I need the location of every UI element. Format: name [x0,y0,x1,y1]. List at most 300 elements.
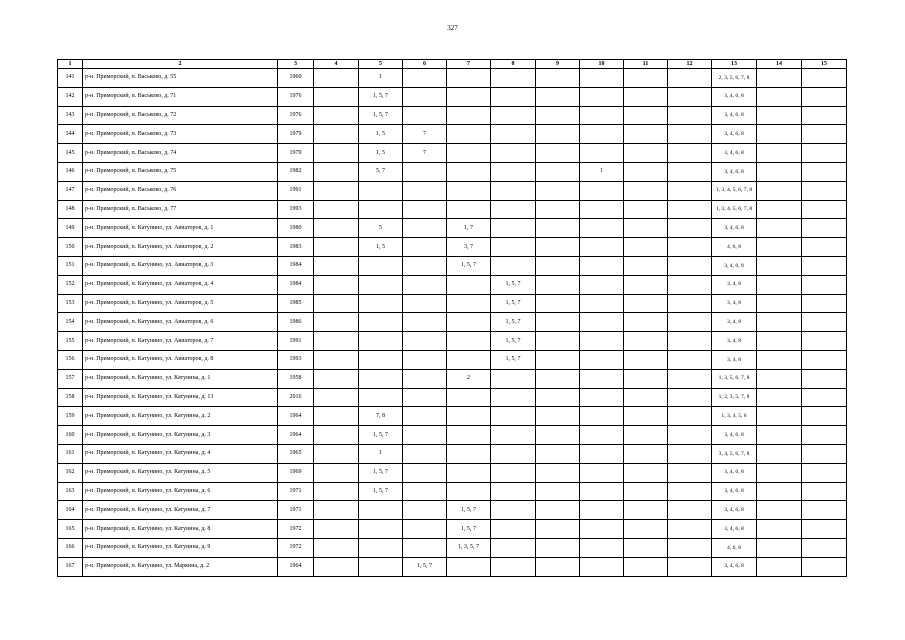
row-number-cell: 149 [58,219,83,238]
table-cell [580,369,624,388]
table-cell: 1993 [278,200,314,219]
table-cell [580,520,624,539]
address-cell: р-н. Приморский, п. Катунино, ул. Авиаторов, д. 7 [83,332,278,351]
table-cell [580,463,624,482]
table-cell [314,125,359,144]
table-cell [624,238,668,257]
table-cell [668,238,712,257]
table-cell [491,125,536,144]
table-cell [802,256,847,275]
table-cell: 3, 7 [447,238,491,257]
table-cell: 5, 7 [359,162,403,181]
table-cell [314,275,359,294]
column-header-10: 10 [580,60,624,69]
column-header-5: 5 [359,60,403,69]
table-cell: 1, 5, 7 [403,557,447,576]
table-cell [314,87,359,106]
table-cell [403,87,447,106]
table-cell [668,256,712,275]
table-cell [802,332,847,351]
table-cell: 2 [447,369,491,388]
table-cell [624,106,668,125]
table-cell [314,294,359,313]
table-cell: 1979 [278,125,314,144]
column-header-11: 11 [624,60,668,69]
table-cell: 1, 5 [359,125,403,144]
table-cell: 1, 5, 7 [491,294,536,313]
table-cell: 1, 5, 7 [447,520,491,539]
table-cell [668,538,712,557]
table-cell [802,125,847,144]
table-cell [668,369,712,388]
table-cell [314,407,359,426]
table-cell [536,332,580,351]
table-cell [447,106,491,125]
table-cell [491,200,536,219]
table-cell [624,200,668,219]
table-cell: 1, 3, 5, 7 [447,538,491,557]
table-cell: 3, 4, 8 [712,332,757,351]
table-cell [491,69,536,88]
table-row [58,313,847,332]
table-cell [668,200,712,219]
table-cell [536,256,580,275]
table-cell: 1991 [278,332,314,351]
table-cell [624,294,668,313]
table-cell [580,219,624,238]
table-cell: 3, 4, 5, 6, 7, 8 [712,444,757,463]
table-cell [802,219,847,238]
table-cell [447,313,491,332]
table-cell [580,106,624,125]
row-number-cell: 144 [58,125,83,144]
column-header-2: 2 [83,60,278,69]
row-number-cell: 153 [58,294,83,313]
table-cell [359,313,403,332]
table-cell [491,444,536,463]
row-number-cell: 154 [58,313,83,332]
table-cell [403,463,447,482]
table-cell [359,557,403,576]
table-cell [491,501,536,520]
table-cell [668,125,712,144]
table-cell [624,388,668,407]
table-cell [447,275,491,294]
table-row [58,294,847,313]
table-cell [802,538,847,557]
table-cell [447,144,491,163]
table-cell [668,275,712,294]
table-cell [536,350,580,369]
table-row [58,200,847,219]
address-cell: р-н. Приморский, п. Васьково, д. 75 [83,162,278,181]
table-cell [536,275,580,294]
row-number-cell: 141 [58,69,83,88]
table-cell: 1971 [278,482,314,501]
table-cell [668,557,712,576]
table-cell [403,69,447,88]
table-cell [536,388,580,407]
table-cell [757,181,802,200]
table-cell [668,219,712,238]
table-cell [359,200,403,219]
table-cell: 1980 [278,219,314,238]
table-row [58,520,847,539]
table-cell [668,444,712,463]
table-cell [359,181,403,200]
table-cell [536,144,580,163]
table-cell [757,256,802,275]
table-cell [403,444,447,463]
table-cell [359,256,403,275]
table-cell: 1, 5, 7 [359,426,403,445]
table-cell: 1985 [278,294,314,313]
table-cell [403,538,447,557]
page-number: 327 [447,24,458,32]
address-cell: р-н. Приморский, п. Катунино, ул. Катунина, д. 8 [83,520,278,539]
table-cell [624,538,668,557]
table-cell [403,482,447,501]
table-cell [668,350,712,369]
table-cell [757,407,802,426]
table-cell: 1976 [278,87,314,106]
table-cell [536,463,580,482]
table-row [58,463,847,482]
row-number-cell: 165 [58,520,83,539]
table-cell: 5 [359,219,403,238]
table-cell [624,181,668,200]
table-cell [580,275,624,294]
table-cell [536,369,580,388]
table-cell [359,369,403,388]
table-cell [447,181,491,200]
table-cell [624,463,668,482]
table-cell [668,426,712,445]
table-cell [403,501,447,520]
table-cell [403,181,447,200]
table-cell [580,482,624,501]
table-cell: 1, 3, 4, 5, 6 [712,407,757,426]
table-cell: 1 [359,444,403,463]
table-cell [802,557,847,576]
column-header-13: 13 [712,60,757,69]
table-cell: 3, 4, 6, 8 [712,162,757,181]
table-cell [580,181,624,200]
address-cell: р-н. Приморский, п. Катунино, ул. Катунина, д. 4 [83,444,278,463]
table-cell [802,482,847,501]
table-cell [491,538,536,557]
table-cell [491,87,536,106]
table-cell [624,69,668,88]
table-cell [802,106,847,125]
table-cell [580,69,624,88]
row-number-cell: 161 [58,444,83,463]
column-header-12: 12 [668,60,712,69]
table-cell [668,162,712,181]
table-cell [668,388,712,407]
table-cell [536,162,580,181]
table-cell: 1, 5, 7 [359,87,403,106]
table-cell: 3, 4, 8 [712,350,757,369]
row-number-cell: 145 [58,144,83,163]
row-number-cell: 164 [58,501,83,520]
column-header-14: 14 [757,60,802,69]
table-cell: 1, 5, 7 [491,332,536,351]
table-cell [536,557,580,576]
table-cell [536,520,580,539]
table-cell: 1, 5 [359,238,403,257]
table-cell [757,501,802,520]
table-cell [359,520,403,539]
row-number-cell: 160 [58,426,83,445]
table-cell [668,463,712,482]
table-cell [757,444,802,463]
address-cell: р-н. Приморский, п. Васьково, д. 77 [83,200,278,219]
table-cell: 1972 [278,538,314,557]
table-cell [536,294,580,313]
table-cell: 1984 [278,275,314,294]
column-header-15: 15 [802,60,847,69]
table-cell [624,219,668,238]
table-cell [447,294,491,313]
table-cell [802,313,847,332]
table-cell [359,275,403,294]
table-cell [668,144,712,163]
address-cell: р-н. Приморский, п. Катунино, ул. Авиаторов, д. 6 [83,313,278,332]
table-cell [802,181,847,200]
table-cell [359,388,403,407]
table-cell: 1, 5, 7 [359,463,403,482]
table-cell [580,144,624,163]
table-cell [802,200,847,219]
table-cell: 3, 4, 6, 8 [712,520,757,539]
row-number-cell: 142 [58,87,83,106]
table-cell [403,238,447,257]
table-cell: 1, 7 [447,219,491,238]
table-cell: 3, 4, 6, 8 [712,87,757,106]
table-cell [447,350,491,369]
table-cell: 3, 4, 6, 8 [712,482,757,501]
table-cell: 1982 [278,162,314,181]
table-cell [403,219,447,238]
row-number-cell: 166 [58,538,83,557]
address-cell: р-н. Приморский, п. Васьково, д. 76 [83,181,278,200]
table-cell [314,369,359,388]
table-cell: 3, 4, 6, 8 [712,501,757,520]
table-cell: 1965 [278,444,314,463]
table-cell [757,106,802,125]
table-cell [403,275,447,294]
table-cell [447,407,491,426]
table-cell [580,426,624,445]
table-row [58,238,847,257]
table-cell [757,87,802,106]
table-cell [757,350,802,369]
table-row [58,501,847,520]
table-cell [447,482,491,501]
table-cell [491,520,536,539]
table-row [58,369,847,388]
table-cell [447,125,491,144]
table-cell [757,520,802,539]
table-cell [668,407,712,426]
table-cell: 1960 [278,69,314,88]
table-row [58,69,847,88]
table-cell: 3, 4, 8 [712,313,757,332]
table-cell [314,350,359,369]
table-cell [624,87,668,106]
address-cell: р-н. Приморский, п. Васьково, д. 73 [83,125,278,144]
table-cell [536,181,580,200]
table-cell [757,144,802,163]
table-cell [802,463,847,482]
table-cell: 7 [403,144,447,163]
table-cell [314,332,359,351]
address-cell: р-н. Приморский, п. Катунино, ул. Маркина, д. 2 [83,557,278,576]
address-cell: р-н. Приморский, п. Катунино, ул. Катунина, д. 13 [83,388,278,407]
table-cell [359,350,403,369]
table-cell [624,275,668,294]
table-cell [668,501,712,520]
table-cell [403,200,447,219]
table-cell [314,181,359,200]
table-cell [624,313,668,332]
table-cell [536,238,580,257]
table-cell [580,501,624,520]
table-cell [491,219,536,238]
address-cell: р-н. Приморский, п. Васьково, д. 71 [83,87,278,106]
column-header-3: 3 [278,60,314,69]
table-cell [757,482,802,501]
table-cell [536,69,580,88]
table-cell [536,313,580,332]
table-cell [802,87,847,106]
table-row [58,444,847,463]
table-cell [802,350,847,369]
table-cell [536,106,580,125]
table-cell: 3, 4, 6, 8 [712,106,757,125]
table-cell: 3, 4, 6, 8 [712,557,757,576]
table-cell [447,200,491,219]
address-cell: р-н. Приморский, п. Катунино, ул. Катунина, д. 9 [83,538,278,557]
table-row [58,219,847,238]
table-cell [403,332,447,351]
table-cell [580,388,624,407]
table-cell: 1, 3, 4, 5, 6, 7, 8 [712,181,757,200]
table-row [58,106,847,125]
table-cell [491,557,536,576]
table-cell: 1964 [278,407,314,426]
table-cell: 1 [580,162,624,181]
table-cell [314,482,359,501]
table-row [58,275,847,294]
table-cell [757,388,802,407]
table-cell: 7 [403,125,447,144]
table-cell [314,256,359,275]
table-cell: 3, 4, 6, 8 [712,219,757,238]
row-number-cell: 156 [58,350,83,369]
table-cell: 1, 2, 3, 5, 7, 8 [712,388,757,407]
table-cell [359,332,403,351]
table-cell [403,106,447,125]
column-header-1: 1 [58,60,83,69]
column-header-7: 7 [447,60,491,69]
table-cell [403,407,447,426]
row-number-cell: 146 [58,162,83,181]
table-cell [314,557,359,576]
table-cell [757,332,802,351]
table-cell [757,69,802,88]
table-cell: 3, 4, 6, 8 [712,463,757,482]
row-number-cell: 150 [58,238,83,257]
table-cell [580,407,624,426]
table-cell: 1969 [278,463,314,482]
table-cell [802,426,847,445]
table-cell [491,482,536,501]
table-cell: 1964 [278,426,314,445]
column-header-6: 6 [403,60,447,69]
table-cell [314,538,359,557]
table-cell: 3, 4, 6, 8 [712,144,757,163]
table-cell [580,332,624,351]
table-cell [668,181,712,200]
table-cell [536,125,580,144]
address-cell: р-н. Приморский, п. Васьково, д. 74 [83,144,278,163]
table-cell [668,106,712,125]
table-cell [624,407,668,426]
table-cell [314,520,359,539]
table-cell: 1, 5, 7 [491,313,536,332]
table-cell [491,407,536,426]
address-cell: р-н. Приморский, п. Катунино, ул. Катунина, д. 1 [83,369,278,388]
table-cell [491,106,536,125]
table-cell: 1, 5, 7 [491,275,536,294]
table-cell [668,332,712,351]
table-cell [314,162,359,181]
table-cell [668,482,712,501]
table-cell [314,144,359,163]
address-cell: р-н. Приморский, п. Катунино, ул. Авиаторов, д. 1 [83,219,278,238]
address-cell: р-н. Приморский, п. Катунино, ул. Авиаторов, д. 2 [83,238,278,257]
table-cell [757,426,802,445]
table-cell: 1, 3, 5, 6, 7, 8 [712,369,757,388]
row-number-cell: 159 [58,407,83,426]
table-cell: 1, 5, 7 [491,350,536,369]
table-cell: 1 [359,69,403,88]
table-cell [668,313,712,332]
table-cell: 1971 [278,501,314,520]
address-cell: р-н. Приморский, п. Васьково, д. 72 [83,106,278,125]
table-cell [580,538,624,557]
table-cell [314,238,359,257]
column-header-8: 8 [491,60,536,69]
row-number-cell: 151 [58,256,83,275]
table-row [58,125,847,144]
table-cell [447,162,491,181]
table-cell [624,444,668,463]
table-cell [580,200,624,219]
table-cell [802,520,847,539]
table-cell [314,313,359,332]
table-cell [802,238,847,257]
row-number-cell: 152 [58,275,83,294]
table-cell [624,501,668,520]
table-cell: 3, 4, 6, 8 [712,426,757,445]
table-cell [757,369,802,388]
table-cell [757,294,802,313]
address-cell: р-н. Приморский, п. Катунино, ул. Катунина, д. 2 [83,407,278,426]
table-cell [447,426,491,445]
